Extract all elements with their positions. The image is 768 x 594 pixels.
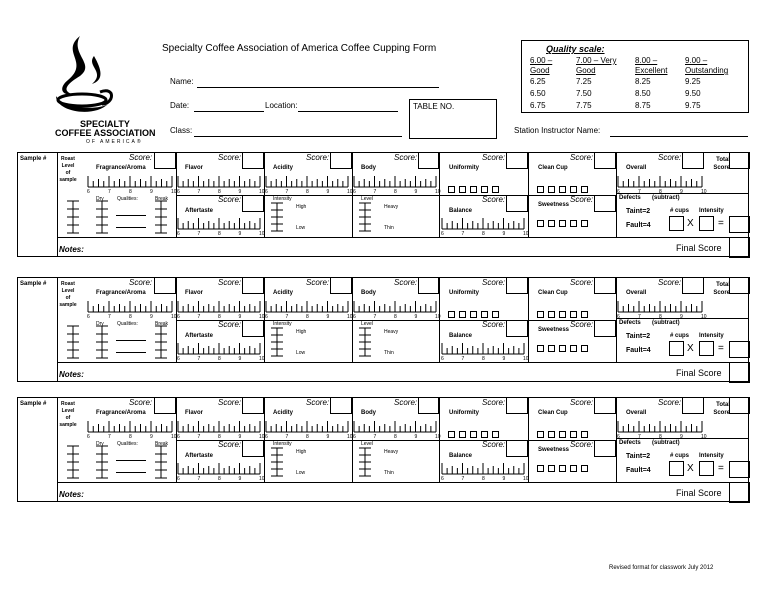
- high-label: High: [296, 329, 307, 335]
- heavy-label: Heavy: [384, 204, 399, 210]
- thin-label: Thin: [384, 225, 394, 231]
- sweetness-label: Sweetness: [538, 327, 570, 333]
- scale-tick-label: 6: [87, 189, 90, 195]
- quality-heading: 6.00 – Good: [530, 56, 553, 75]
- scale-tick-label: 8: [218, 189, 221, 195]
- org-name-3: OF AMERICA®: [86, 139, 143, 145]
- aftertaste-label: Aftertaste: [185, 333, 214, 339]
- taint-label: Taint=2: [626, 453, 651, 460]
- scale-tick-label: 9: [238, 189, 242, 195]
- scale-tick-label: 10: [523, 356, 529, 362]
- scale-tick-label: 7: [285, 189, 289, 195]
- scale-tick-label: 6: [177, 476, 180, 482]
- scale-tick-label: 7: [108, 189, 111, 195]
- notes-label: Notes:: [59, 245, 84, 254]
- notes-label: Notes:: [59, 370, 84, 379]
- scale-tick-label: 10: [435, 189, 441, 195]
- scale-tick-label: 10: [171, 434, 177, 440]
- uniformity-label: Uniformity: [449, 290, 479, 296]
- date-field[interactable]: [194, 111, 264, 112]
- scale-tick-label: 10: [347, 189, 353, 195]
- coffee-cup-logo-icon: [50, 34, 120, 122]
- aftertaste-label: Aftertaste: [185, 453, 214, 459]
- class-label: Class:: [170, 126, 193, 135]
- equals-sign: =: [718, 463, 724, 474]
- break-label: Break: [155, 196, 169, 202]
- heavy-label: Heavy: [384, 449, 399, 455]
- quality-scale-box: [521, 40, 749, 113]
- body-label: Body: [361, 165, 376, 171]
- subtract-label: (subtract): [652, 195, 680, 201]
- uniformity-label: Uniformity: [449, 165, 479, 171]
- scale-tick-label: 10: [701, 434, 707, 440]
- sample-number-label: Sample #: [20, 281, 47, 287]
- location-field[interactable]: [298, 111, 398, 112]
- balance-label: Balance: [449, 453, 473, 459]
- score-label: Score:: [218, 278, 242, 287]
- subtract-label: (subtract): [652, 440, 680, 446]
- scale-tick-label: 7: [461, 476, 465, 482]
- total-score-label: Total Score: [713, 157, 730, 171]
- scale-tick-label: 8: [218, 231, 221, 237]
- score-label: Score:: [129, 278, 153, 287]
- balance-label: Balance: [449, 333, 473, 339]
- scale-tick-label: 10: [259, 231, 265, 237]
- scale-tick-label: 6: [177, 434, 180, 440]
- scale-tick-label: 6: [353, 434, 356, 440]
- scale-tick-label: 9: [502, 476, 506, 482]
- scale-tick-label: 10: [347, 314, 353, 320]
- roast-level-label: Roast Level of sample: [59, 281, 77, 308]
- scale-tick-label: 9: [238, 231, 242, 237]
- scale-tick-label: 9: [502, 356, 506, 362]
- scale-tick-label: 6: [441, 476, 444, 482]
- intensity-label: Intensity: [273, 321, 292, 327]
- scale-tick-label: 6: [177, 314, 180, 320]
- flavor-label: Flavor: [185, 290, 204, 296]
- final-score-label: Final Score: [676, 368, 722, 378]
- flavor-label: Flavor: [185, 165, 204, 171]
- times-sign: X: [687, 463, 694, 474]
- dry-label: Dry: [96, 321, 104, 327]
- scales: [18, 398, 750, 503]
- intensity-defect-label: Intensity: [699, 208, 724, 214]
- scale-tick-label: 6: [617, 189, 620, 195]
- cups-label: # cups: [670, 208, 690, 214]
- level-label: Level: [361, 321, 373, 327]
- sweetness-label: Sweetness: [538, 202, 570, 208]
- scale-tick-label: 8: [218, 356, 221, 362]
- scale-tick-label: 10: [701, 189, 707, 195]
- break-label: Break: [155, 441, 169, 447]
- scales: [18, 153, 750, 258]
- score-label: Score:: [482, 398, 506, 407]
- fragrance-label: Fragrance/Aroma: [96, 410, 146, 416]
- scale-tick-label: 8: [306, 189, 309, 195]
- score-label: Score:: [218, 440, 242, 449]
- scale-tick-label: 6: [87, 314, 90, 320]
- scale-tick-label: 6: [177, 189, 180, 195]
- org-name-2: COFFEE ASSOCIATION: [55, 128, 156, 138]
- taint-label: Taint=2: [626, 208, 651, 215]
- notes-label: Notes:: [59, 490, 84, 499]
- instructor-label: Station Instructor Name:: [514, 126, 601, 135]
- clean-cup-label: Clean Cup: [538, 410, 568, 416]
- level-label: Level: [361, 441, 373, 447]
- quality-scale-col-3: [635, 56, 681, 110]
- scale-tick-label: 8: [482, 356, 485, 362]
- body-label: Body: [361, 290, 376, 296]
- quality-scale-col-2: [576, 56, 632, 110]
- intensity-label: Intensity: [273, 196, 292, 202]
- scale-tick-label: 9: [414, 189, 418, 195]
- thin-label: Thin: [384, 470, 394, 476]
- scale-tick-label: 7: [638, 434, 641, 440]
- scale-tick-label: 10: [259, 434, 265, 440]
- scales: [18, 278, 750, 383]
- quality-value: 8.25: [635, 77, 651, 86]
- defects-label: Defects: [619, 320, 641, 326]
- score-label: Score:: [570, 195, 594, 204]
- total-score-label: Total Score: [713, 402, 730, 416]
- table-number-box[interactable]: [409, 99, 497, 139]
- quality-scale-col-4: [685, 56, 747, 110]
- score-label: Score:: [570, 440, 594, 449]
- scale-tick-label: 8: [129, 314, 132, 320]
- score-label: Score:: [570, 153, 594, 162]
- equals-sign: =: [718, 218, 724, 229]
- scale-tick-label: 7: [373, 314, 377, 320]
- quality-value: 8.50: [635, 89, 651, 98]
- name-field[interactable]: [197, 87, 439, 88]
- score-label: Score:: [658, 153, 682, 162]
- scale-tick-label: 6: [177, 231, 180, 237]
- score-label: Score:: [482, 440, 506, 449]
- scale-tick-label: 9: [238, 356, 242, 362]
- scale-tick-label: 7: [285, 434, 289, 440]
- score-label: Score:: [394, 153, 418, 162]
- fault-label: Fault=4: [626, 467, 651, 474]
- quality-scale-col-1: [530, 56, 572, 110]
- scale-tick-label: 7: [197, 356, 201, 362]
- scale-tick-label: 9: [414, 434, 418, 440]
- scale-tick-label: 9: [680, 314, 683, 320]
- equals-sign: =: [718, 343, 724, 354]
- acidity-label: Acidity: [273, 410, 294, 416]
- roast-level-label: Roast Level of sample: [59, 401, 77, 428]
- scale-tick-label: 10: [259, 476, 265, 482]
- scale-tick-label: 10: [171, 314, 177, 320]
- scale-tick-label: 7: [285, 314, 289, 320]
- class-field[interactable]: [194, 136, 402, 137]
- scale-tick-label: 10: [259, 314, 265, 320]
- form-title: Specialty Coffee Association of America Coffee Cupping Form: [162, 43, 437, 54]
- uniformity-label: Uniformity: [449, 410, 479, 416]
- date-label: Date:: [170, 101, 190, 110]
- subtract-label: (subtract): [652, 320, 680, 326]
- aftertaste-label: Aftertaste: [185, 208, 214, 214]
- scale-tick-label: 9: [326, 434, 330, 440]
- scale-tick-label: 7: [108, 434, 111, 440]
- score-label: Score:: [394, 278, 418, 287]
- score-label: Score:: [482, 153, 506, 162]
- times-sign: X: [687, 218, 694, 229]
- score-label: Score:: [218, 153, 242, 162]
- low-label: Low: [296, 470, 306, 476]
- scale-tick-label: 8: [482, 476, 485, 482]
- score-label: Score:: [394, 398, 418, 407]
- sample-section: [17, 152, 749, 257]
- scale-tick-label: 10: [435, 434, 441, 440]
- body-label: Body: [361, 410, 376, 416]
- score-label: Score:: [482, 320, 506, 329]
- level-label: Level: [361, 196, 373, 202]
- high-label: High: [296, 449, 307, 455]
- scale-tick-label: 8: [659, 434, 662, 440]
- quality-value: 8.75: [635, 101, 651, 110]
- intensity-defect-label: Intensity: [699, 453, 724, 459]
- final-score-label: Final Score: [676, 243, 722, 253]
- sample-section: [17, 277, 749, 382]
- overall-label: Overall: [626, 290, 647, 296]
- scale-tick-label: 7: [638, 314, 641, 320]
- defects-label: Defects: [619, 195, 641, 201]
- final-score-label: Final Score: [676, 488, 722, 498]
- score-label: Score:: [658, 278, 682, 287]
- scale-tick-label: 6: [265, 434, 268, 440]
- scale-tick-label: 8: [394, 189, 397, 195]
- defects-label: Defects: [619, 440, 641, 446]
- instructor-field[interactable]: [610, 136, 748, 137]
- scale-tick-label: 9: [150, 189, 153, 195]
- fragrance-label: Fragrance/Aroma: [96, 165, 146, 171]
- quality-value: 9.25: [685, 77, 701, 86]
- taint-label: Taint=2: [626, 333, 651, 340]
- qualities-label: Qualities:: [117, 321, 138, 327]
- scale-tick-label: 6: [177, 356, 180, 362]
- dry-label: Dry: [96, 196, 104, 202]
- times-sign: X: [687, 343, 694, 354]
- scale-tick-label: 10: [523, 231, 529, 237]
- low-label: Low: [296, 225, 306, 231]
- scale-tick-label: 8: [394, 314, 397, 320]
- org-name-1: SPECIALTY: [80, 119, 130, 129]
- scale-tick-label: 9: [150, 434, 153, 440]
- thin-label: Thin: [384, 350, 394, 356]
- scale-tick-label: 6: [441, 231, 444, 237]
- cups-label: # cups: [670, 333, 690, 339]
- scale-tick-label: 6: [441, 356, 444, 362]
- scale-tick-label: 7: [197, 434, 201, 440]
- score-label: Score:: [306, 278, 330, 287]
- intensity-label: Intensity: [273, 441, 292, 447]
- clean-cup-label: Clean Cup: [538, 290, 568, 296]
- overall-label: Overall: [626, 165, 647, 171]
- dry-label: Dry: [96, 441, 104, 447]
- fragrance-label: Fragrance/Aroma: [96, 290, 146, 296]
- quality-value: 6.75: [530, 101, 546, 110]
- scale-tick-label: 8: [659, 189, 662, 195]
- acidity-label: Acidity: [273, 290, 294, 296]
- total-score-label: Total Score: [713, 282, 730, 296]
- scale-tick-label: 7: [108, 314, 111, 320]
- score-label: Score:: [218, 398, 242, 407]
- quality-heading: 8.00 – Excellent: [635, 56, 668, 75]
- quality-value: 7.50: [576, 89, 592, 98]
- sample-number-label: Sample #: [20, 156, 47, 162]
- scale-tick-label: 8: [129, 434, 132, 440]
- scale-tick-label: 9: [326, 314, 330, 320]
- quality-heading: 9.00 – Outstanding: [685, 56, 729, 75]
- balance-label: Balance: [449, 208, 473, 214]
- score-label: Score:: [306, 398, 330, 407]
- scale-tick-label: 9: [326, 189, 330, 195]
- quality-value: 9.50: [685, 89, 701, 98]
- scale-tick-label: 6: [353, 189, 356, 195]
- score-label: Score:: [306, 153, 330, 162]
- scale-tick-label: 6: [265, 314, 268, 320]
- scale-tick-label: 10: [347, 434, 353, 440]
- overall-label: Overall: [626, 410, 647, 416]
- qualities-label: Qualities:: [117, 196, 138, 202]
- scale-tick-label: 10: [435, 314, 441, 320]
- scale-tick-label: 7: [373, 434, 377, 440]
- sample-number-label: Sample #: [20, 401, 47, 407]
- score-label: Score:: [129, 398, 153, 407]
- clean-cup-label: Clean Cup: [538, 165, 568, 171]
- scale-tick-label: 8: [218, 314, 221, 320]
- scale-tick-label: 7: [461, 231, 465, 237]
- scale-tick-label: 9: [150, 314, 153, 320]
- sample-section: [17, 397, 749, 502]
- scale-tick-label: 8: [218, 476, 221, 482]
- scale-tick-label: 7: [638, 189, 641, 195]
- footer-note: Revised format for classwork July 2012: [609, 565, 714, 571]
- scale-tick-label: 8: [482, 231, 485, 237]
- fault-label: Fault=4: [626, 347, 651, 354]
- intensity-defect-label: Intensity: [699, 333, 724, 339]
- score-label: Score:: [482, 278, 506, 287]
- scale-tick-label: 9: [238, 314, 242, 320]
- scale-tick-label: 7: [373, 189, 377, 195]
- scale-tick-label: 8: [659, 314, 662, 320]
- flavor-label: Flavor: [185, 410, 204, 416]
- score-label: Score:: [658, 398, 682, 407]
- scale-tick-label: 8: [306, 434, 309, 440]
- scale-tick-label: 7: [197, 231, 201, 237]
- location-label: Location:: [265, 101, 298, 110]
- scale-tick-label: 10: [259, 356, 265, 362]
- quality-value: 6.50: [530, 89, 546, 98]
- qualities-label: Qualities:: [117, 441, 138, 447]
- score-label: Score:: [570, 278, 594, 287]
- scale-tick-label: 10: [259, 189, 265, 195]
- scale-tick-label: 10: [701, 314, 707, 320]
- scale-tick-label: 7: [197, 476, 201, 482]
- scale-tick-label: 10: [523, 476, 529, 482]
- high-label: High: [296, 204, 307, 210]
- scale-tick-label: 6: [87, 434, 90, 440]
- roast-level-label: Roast Level of sample: [59, 156, 77, 183]
- scale-tick-label: 8: [306, 314, 309, 320]
- scale-tick-label: 9: [680, 434, 683, 440]
- scale-tick-label: 9: [238, 476, 242, 482]
- break-label: Break: [155, 321, 169, 327]
- quality-value: 7.25: [576, 77, 592, 86]
- scale-tick-label: 9: [502, 231, 506, 237]
- quality-value: 9.75: [685, 101, 701, 110]
- score-label: Score:: [482, 195, 506, 204]
- table-number-label: TABLE NO.: [413, 102, 455, 111]
- fault-label: Fault=4: [626, 222, 651, 229]
- score-label: Score:: [129, 153, 153, 162]
- scale-tick-label: 7: [197, 314, 201, 320]
- scale-tick-label: 9: [238, 434, 242, 440]
- quality-value: 6.25: [530, 77, 546, 86]
- scale-tick-label: 9: [414, 314, 418, 320]
- scale-tick-label: 6: [617, 434, 620, 440]
- quality-scale-title: Quality scale:: [546, 44, 605, 54]
- scale-tick-label: 6: [353, 314, 356, 320]
- score-label: Score:: [570, 398, 594, 407]
- sweetness-label: Sweetness: [538, 447, 570, 453]
- scale-tick-label: 8: [218, 434, 221, 440]
- low-label: Low: [296, 350, 306, 356]
- scale-tick-label: 8: [394, 434, 397, 440]
- scale-tick-label: 6: [617, 314, 620, 320]
- cups-label: # cups: [670, 453, 690, 459]
- score-label: Score:: [218, 320, 242, 329]
- quality-value: 7.75: [576, 101, 592, 110]
- name-label: Name:: [170, 77, 194, 86]
- scale-tick-label: 6: [265, 189, 268, 195]
- scale-tick-label: 7: [461, 356, 465, 362]
- scale-tick-label: 8: [129, 189, 132, 195]
- score-label: Score:: [218, 195, 242, 204]
- score-label: Score:: [570, 320, 594, 329]
- acidity-label: Acidity: [273, 165, 294, 171]
- scale-tick-label: 10: [171, 189, 177, 195]
- quality-heading: 7.00 – Very Good: [576, 56, 617, 75]
- scale-tick-label: 9: [680, 189, 683, 195]
- scale-tick-label: 7: [197, 189, 201, 195]
- heavy-label: Heavy: [384, 329, 399, 335]
